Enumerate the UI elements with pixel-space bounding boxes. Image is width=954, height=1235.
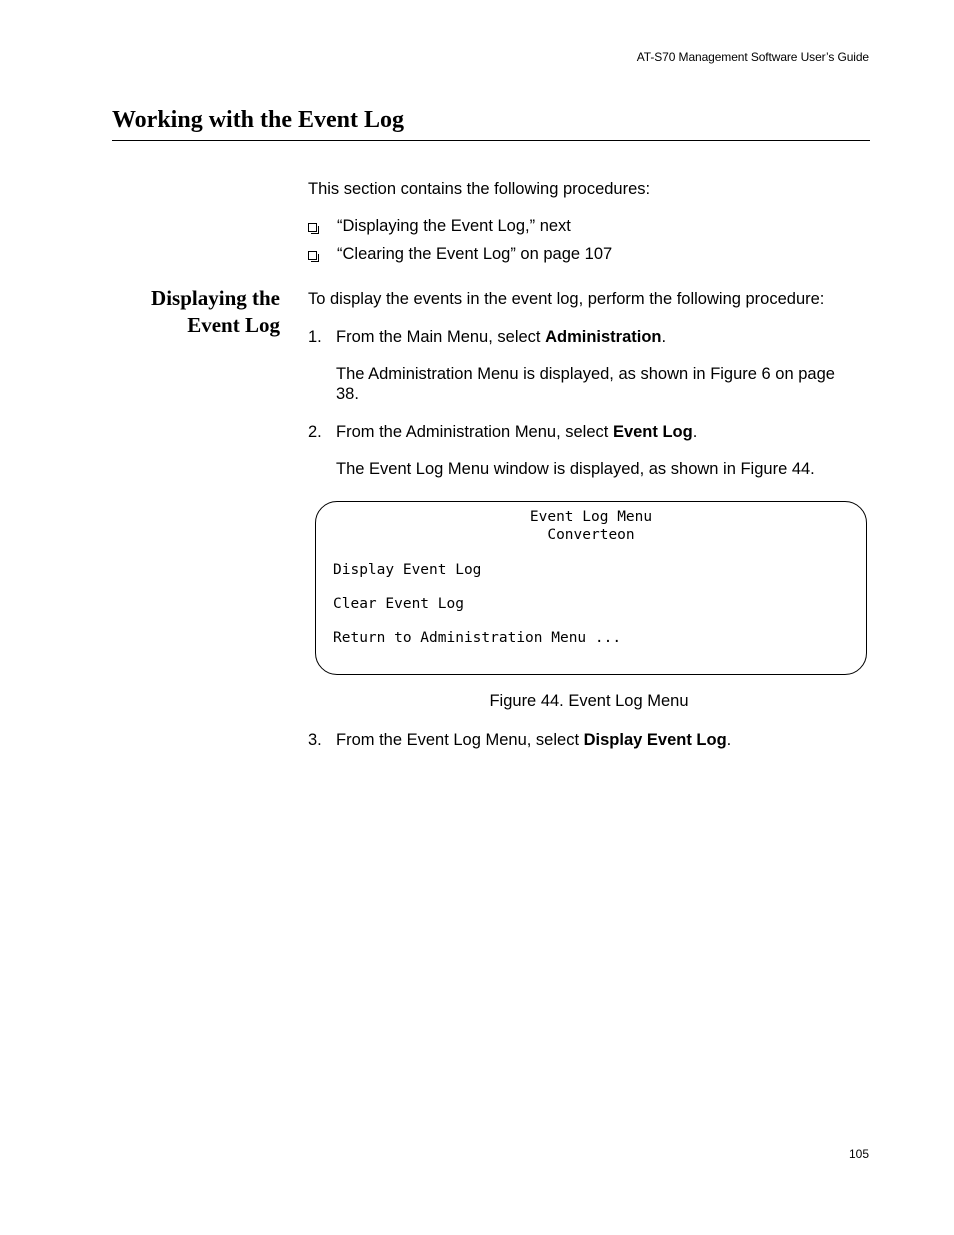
step-number: 1. — [308, 328, 322, 346]
subsection-heading-line1: Displaying the — [151, 286, 280, 310]
section-title: Working with the Event Log — [112, 107, 405, 133]
bullet-text: “Clearing the Event Log” on page 107 — [337, 245, 613, 263]
title-rule — [112, 140, 870, 141]
intro-text: This section contains the following procedures: — [308, 180, 651, 198]
running-header: AT-S70 Management Software User’s Guide — [636, 50, 869, 64]
menu-subtitle: Converteon — [547, 527, 635, 543]
menu-title: Event Log Menu — [529, 509, 653, 525]
subsection-heading-line2: Event Log — [187, 313, 280, 337]
step-note: The Event Log Menu window is displayed, as shown in Figure 44. — [336, 460, 815, 478]
menu-item-clear-event-log: Clear Event Log — [333, 596, 464, 612]
step-text: From the Administration Menu, select Event Log. — [336, 423, 698, 441]
step-number: 3. — [308, 731, 322, 749]
checkbox-bullet-icon — [308, 251, 317, 260]
menu-item-display-event-log: Display Event Log — [333, 562, 482, 578]
checkbox-bullet-icon — [308, 223, 317, 232]
event-log-menu-figure — [315, 501, 867, 675]
step-number: 2. — [308, 423, 322, 441]
page-number: 105 — [848, 1147, 869, 1161]
menu-item-return: Return to Administration Menu ... — [333, 630, 622, 646]
step-text: From the Main Menu, select Administration. — [336, 328, 667, 346]
step-text: From the Event Log Menu, select Display Event Log. — [336, 731, 732, 749]
subsection-heading — [151, 285, 280, 339]
figure-caption: Figure 44. Event Log Menu — [489, 692, 689, 710]
bullet-text: “Displaying the Event Log,” next — [337, 217, 571, 235]
subsection-intro: To display the events in the event log, perform the following procedure: — [308, 290, 825, 308]
step-note: The Administration Menu is displayed, as shown in Figure 6 on page 38. — [336, 365, 835, 403]
